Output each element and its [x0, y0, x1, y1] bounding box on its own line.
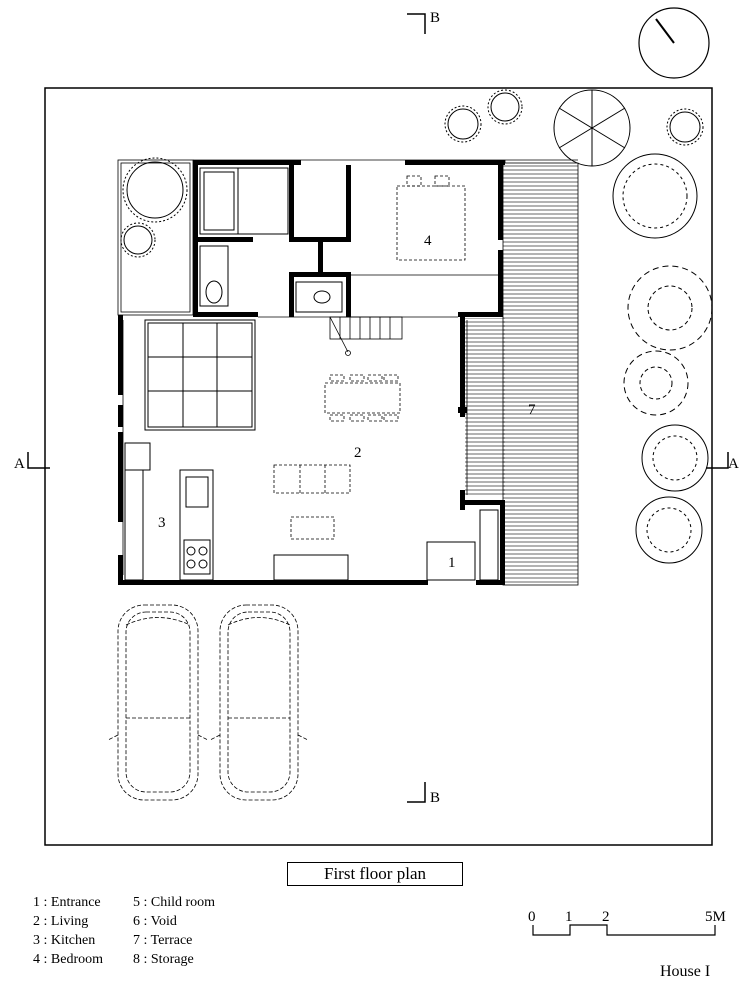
legend-item: 7 : Terrace [133, 933, 193, 948]
legend-item: 8 : Storage [133, 952, 194, 967]
legend-item: 6 : Void [133, 914, 177, 929]
room-label-terrace: 7 [528, 402, 536, 418]
exterior-walls [118, 160, 505, 585]
terrace-deck [503, 163, 578, 585]
parked-car-right [210, 605, 308, 800]
scale-label-2: 2 [602, 909, 610, 925]
tatami-area [145, 320, 255, 430]
scale-label-5m: 5M [705, 909, 726, 925]
room-label-bedroom: 4 [424, 233, 432, 249]
site-boundary [45, 88, 712, 845]
legend-item: 2 : Living [33, 914, 89, 929]
entrance-area [427, 510, 498, 580]
legend-item: 3 : Kitchen [33, 933, 96, 948]
section-label-b-bottom: B [430, 790, 441, 806]
kitchen-counters [125, 443, 348, 580]
scale-bar [533, 925, 715, 935]
section-label-a-right: A [728, 456, 739, 472]
room-label-entrance: 1 [448, 555, 456, 571]
room-label-living: 2 [354, 445, 362, 461]
scale-label-1: 1 [565, 909, 573, 925]
legend-item: 5 : Child room [133, 895, 216, 910]
section-label-b-top: B [430, 10, 441, 26]
scale-label-0: 0 [528, 909, 536, 925]
north-arrow-icon [639, 8, 709, 78]
legend-item: 1 : Entrance [33, 895, 101, 910]
drawing-title: First floor plan [287, 862, 463, 886]
parked-car-left [108, 605, 208, 800]
stair [330, 317, 402, 356]
legend-column-2 [133, 893, 215, 969]
section-mark-lines [28, 14, 728, 802]
legend-item: 4 : Bedroom [33, 952, 103, 967]
dining-furniture [274, 176, 465, 539]
legend-column-1 [33, 893, 103, 969]
interior-walls [198, 165, 351, 317]
room-label-kitchen: 3 [158, 515, 166, 531]
section-label-a-left: A [14, 456, 25, 472]
house-name: House I [660, 963, 711, 980]
